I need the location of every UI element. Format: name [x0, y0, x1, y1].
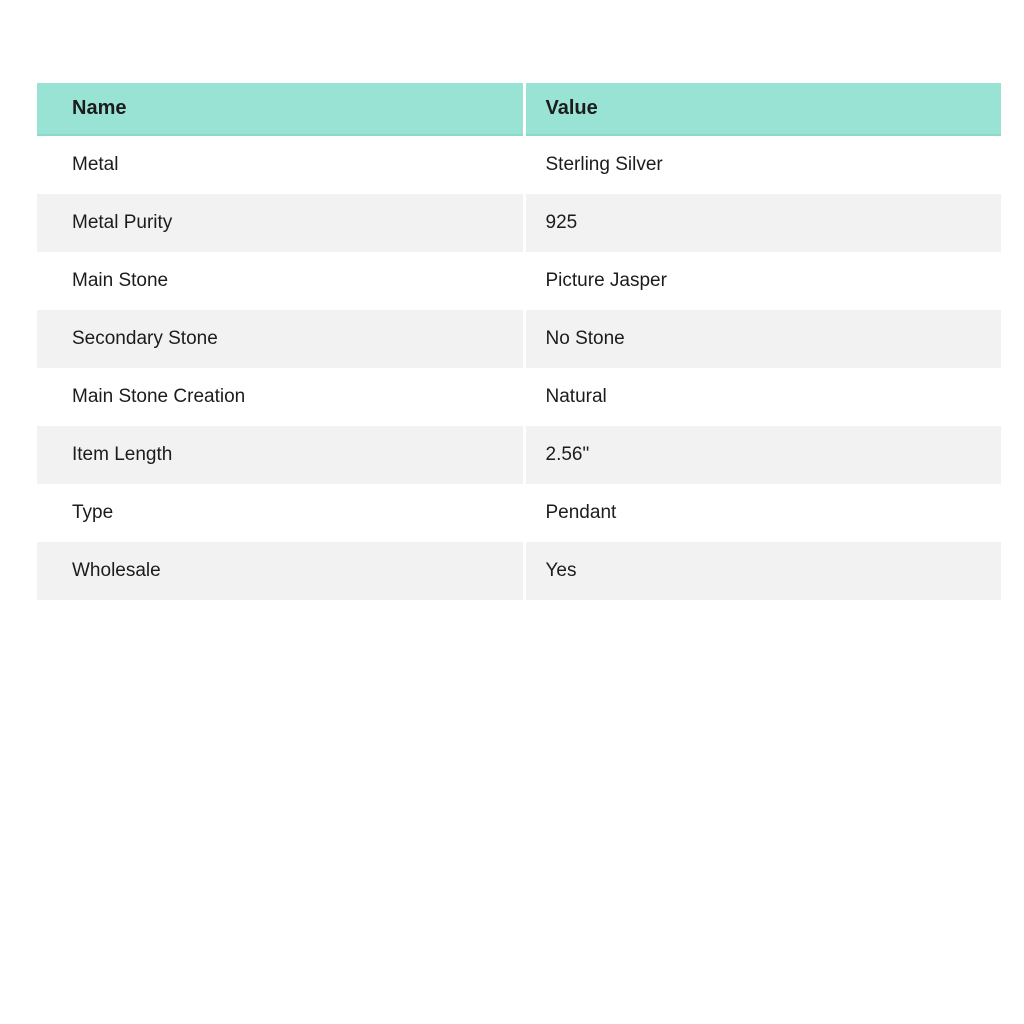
attribute-value-cell: Pendant [524, 484, 1001, 542]
attributes-table-container [37, 83, 1001, 600]
attribute-name-cell: Wholesale [37, 542, 524, 600]
table-row [37, 542, 1001, 600]
attributes-table-body [37, 135, 1001, 600]
attribute-name-cell: Main Stone Creation [37, 368, 524, 426]
table-row [37, 426, 1001, 484]
column-header-name: Name [37, 83, 524, 135]
attribute-value-cell: 925 [524, 194, 1001, 252]
table-row [37, 310, 1001, 368]
attribute-value-cell: Natural [524, 368, 1001, 426]
column-header-value: Value [524, 83, 1001, 135]
table-row [37, 252, 1001, 310]
table-row [37, 135, 1001, 194]
attribute-name-cell: Item Length [37, 426, 524, 484]
attributes-table-header [37, 83, 1001, 135]
table-row [37, 368, 1001, 426]
table-row [37, 194, 1001, 252]
attribute-value-cell: 2.56" [524, 426, 1001, 484]
attribute-name-cell: Metal [37, 135, 524, 194]
attribute-value-cell: Picture Jasper [524, 252, 1001, 310]
header-row [37, 83, 1001, 135]
attribute-value-cell: Sterling Silver [524, 135, 1001, 194]
attributes-table [37, 83, 1001, 600]
attribute-name-cell: Secondary Stone [37, 310, 524, 368]
attribute-name-cell: Type [37, 484, 524, 542]
table-row [37, 484, 1001, 542]
attribute-value-cell: No Stone [524, 310, 1001, 368]
attribute-name-cell: Metal Purity [37, 194, 524, 252]
attribute-value-cell: Yes [524, 542, 1001, 600]
attribute-name-cell: Main Stone [37, 252, 524, 310]
